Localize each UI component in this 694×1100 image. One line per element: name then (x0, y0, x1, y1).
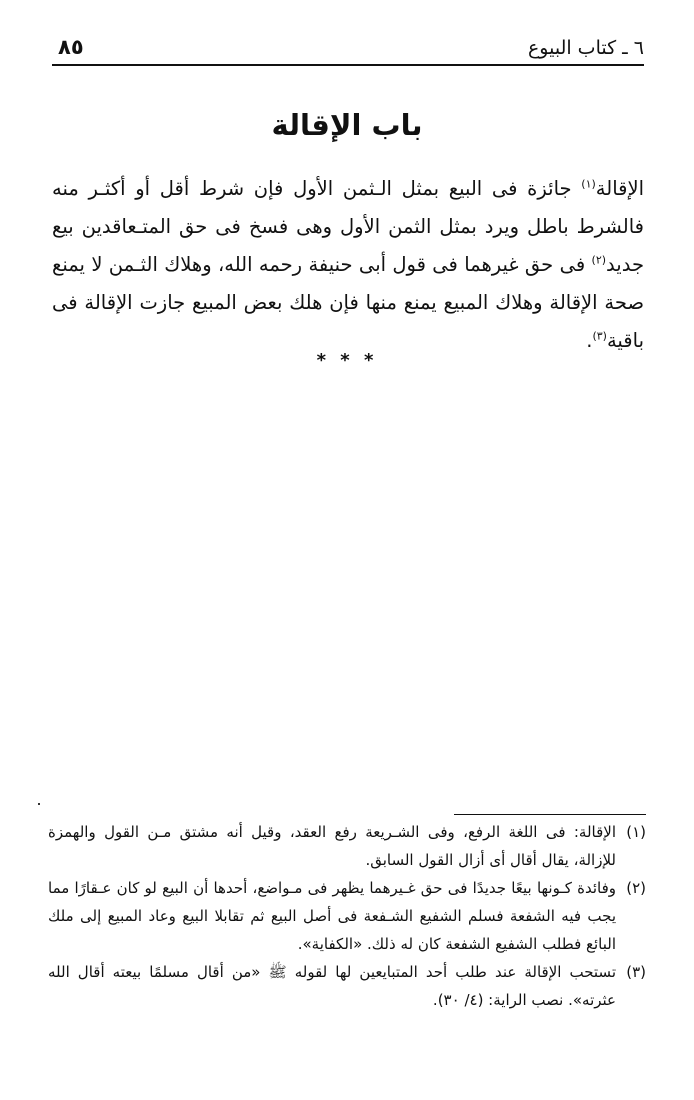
body-paragraph (52, 170, 644, 360)
footnote-number: (٣) (626, 963, 646, 981)
footnote-text: تستحب الإقالة عند طلب أحد المتبايعين لها لقوله ﷺ «من أقال مسلمًا بيعته أقال الله عثرته». نصب الراية: (٤/ ٣٠). (48, 963, 616, 1009)
body-text-part: جائزة فى البيع بمثل الـثمن الأول فإن شرط أقل أو أكثـر منه فالشرط باطل ويرد بمثل الثمن الأول وهى فسخ فى حق المتـعاقدين بيع جديد (52, 177, 644, 276)
footnote-ref-2: (٢) (591, 253, 607, 267)
footnote-number: (١) (626, 823, 646, 841)
section-separator: * * * (316, 350, 378, 371)
page-header (52, 28, 644, 66)
footnote-1 (48, 818, 646, 874)
footnote-text: الإقالة: فى اللغة الرفع، وفى الشـريعة رفع العقد، وقيل أنه مشتق مـن القول والهمزة للإزالة، يقال أقال أى أزال القول السابق. (48, 823, 616, 869)
footnotes (48, 818, 646, 1014)
body-text-part: . (586, 329, 593, 352)
footnote-2 (48, 874, 646, 958)
body-text-part: الإقالة (595, 177, 644, 200)
footnote-divider (454, 814, 646, 815)
footnote-3 (48, 958, 646, 1014)
running-head: ٦ ـ كتاب البيوع (527, 37, 644, 59)
footnote-number: (٢) (626, 879, 646, 897)
footnote-ref-1: (١) (581, 177, 596, 191)
chapter-title: باب الإقالة (271, 108, 423, 142)
page-number: ٨٥ (58, 35, 84, 59)
page-speck (38, 803, 40, 805)
footnote-text: وفائدة كـونها بيعًا جديدًا فى حق غـيرهما يظهر فى مـواضع، أحدها أن البيع لو كان عـقارًا مما يجب فيه الشفعة فسلم الشفيع الشـفعة فى أصل البيع ثم تقابلا البيع وعاد المبيع إلى ملك البائع فطلب الشفيع الشفعة كان له ذلك. «الكفاية». (48, 879, 616, 953)
footnote-ref-3: (٣) (592, 329, 607, 343)
body-text-part: فى حق غيرهما فى قول أبى حنيفة رحمه الله، وهلاك الثـمن لا يمنع صحة الإقالة وهلاك المبيع يمنع منها فإن هلك بعض المبيع جازت الإقالة فى باقية (52, 253, 644, 352)
